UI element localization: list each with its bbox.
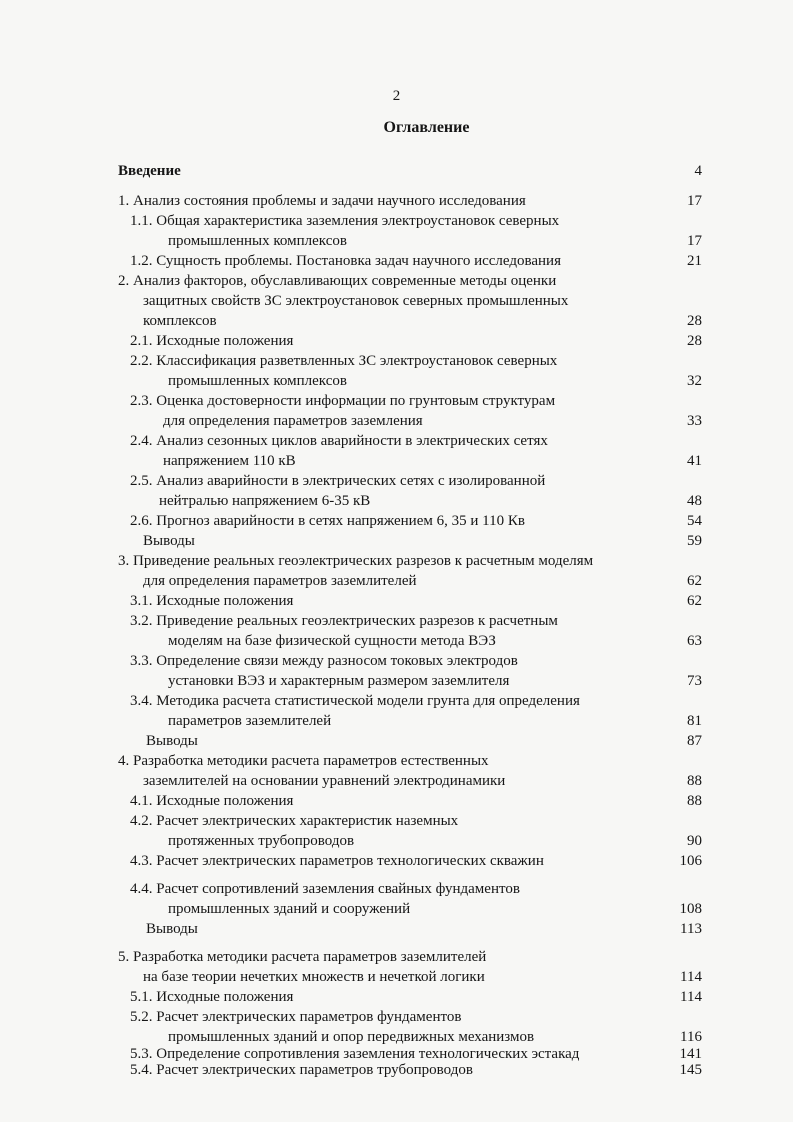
toc-page-number: 113 — [680, 921, 702, 937]
toc-entry[interactable]: 4. Разработка методики расчета параметров естественных — [118, 753, 489, 769]
toc-entry[interactable]: промышленных зданий и опор передвижных механизмов — [168, 1029, 535, 1045]
toc-page-number: 33 — [687, 413, 702, 429]
toc-entry[interactable]: 2.1. Исходные положения — [130, 333, 294, 349]
toc-entry[interactable]: 3.2. Приведение реальных геоэлектрических разрезов к расчетным — [130, 613, 558, 629]
toc-page-number: 21 — [687, 253, 702, 269]
toc-entry[interactable]: установки ВЭЗ и характерным размером заземлителя — [168, 673, 510, 689]
toc-entry[interactable]: 3. Приведение реальных геоэлектрических разрезов к расчетным моделям — [118, 553, 594, 569]
toc-page-number: 48 — [687, 493, 702, 509]
toc-page-number: 59 — [687, 533, 702, 549]
toc-entry[interactable]: Выводы — [146, 733, 198, 749]
toc-page-number: 73 — [687, 673, 702, 689]
toc-entry[interactable]: 5.3. Определение сопротивления заземления технологических эстакад — [130, 1046, 580, 1062]
toc-title: Оглавление — [383, 119, 470, 136]
toc-entry[interactable]: 1. Анализ состояния проблемы и задачи научного исследования — [118, 193, 526, 209]
toc-entry[interactable]: для определения параметров заземления — [163, 413, 423, 429]
toc-page-number: 87 — [687, 733, 702, 749]
toc-page-number: 116 — [680, 1029, 702, 1045]
toc-page-number: 28 — [687, 333, 702, 349]
toc-entry[interactable]: 4.4. Расчет сопротивлений заземления свайных фундаментов — [130, 881, 520, 897]
page-number: 2 — [392, 88, 401, 104]
toc-entry[interactable]: 2.6. Прогноз аварийности в сетях напряжением 6, 35 и 110 Кв — [130, 513, 525, 529]
toc-page-number: 145 — [679, 1062, 702, 1078]
toc-page-number: 4 — [694, 163, 702, 179]
toc-entry[interactable]: 3.4. Методика расчета статистической модели грунта для определения — [130, 693, 580, 709]
toc-entry[interactable]: протяженных трубопроводов — [168, 833, 355, 849]
toc-page-number: 62 — [687, 573, 702, 589]
toc-page-number: 28 — [687, 313, 702, 329]
toc-entry[interactable]: моделям на базе физической сущности метода ВЭЗ — [168, 633, 496, 649]
toc-entry[interactable]: Выводы — [146, 921, 198, 937]
toc-entry[interactable]: 3.3. Определение связи между разносом токовых электродов — [130, 653, 518, 669]
toc-page-number: 106 — [679, 853, 702, 869]
toc-page-number: 54 — [687, 513, 702, 529]
toc-entry[interactable]: 5. Разработка методики расчета параметров заземлителей — [118, 949, 487, 965]
toc-entry[interactable]: заземлителей на основании уравнений электродинамики — [143, 773, 506, 789]
toc-entry[interactable]: для определения параметров заземлителей — [143, 573, 417, 589]
toc-entry[interactable]: 5.1. Исходные положения — [130, 989, 294, 1005]
toc-entry[interactable]: промышленных комплексов — [168, 233, 347, 249]
toc-page-number: 90 — [687, 833, 702, 849]
toc-page-number: 114 — [680, 989, 702, 1005]
toc-page-number: 62 — [687, 593, 702, 609]
toc-entry[interactable]: параметров заземлителей — [168, 713, 332, 729]
toc-entry[interactable]: комплексов — [143, 313, 217, 329]
toc-entry[interactable]: 2.5. Анализ аварийности в электрических сетях с изолированной — [130, 473, 546, 489]
toc-entry[interactable]: на базе теории нечетких множеств и нечеткой логики — [143, 969, 485, 985]
toc-page-number: 41 — [687, 453, 702, 469]
toc-entry[interactable]: 5.4. Расчет электрических параметров трубопроводов — [130, 1062, 473, 1078]
toc-entry[interactable]: 4.3. Расчет электрических параметров технологических скважин — [130, 853, 544, 869]
toc-entry[interactable]: 1.1. Общая характеристика заземления электроустановок северных — [130, 213, 560, 229]
toc-page-number: 88 — [687, 793, 702, 809]
toc-page-number: 81 — [687, 713, 702, 729]
toc-entry[interactable]: 2.2. Классификация разветвленных ЗС электроустановок северных — [130, 353, 558, 369]
toc-entry[interactable]: 4.1. Исходные положения — [130, 793, 294, 809]
toc-entry[interactable]: 4.2. Расчет электрических характеристик наземных — [130, 813, 459, 829]
toc-entry[interactable]: 2.3. Оценка достоверности информации по грунтовым структурам — [130, 393, 556, 409]
toc-entry[interactable]: промышленных зданий и сооружений — [168, 901, 411, 917]
toc-page-number: 141 — [679, 1046, 702, 1062]
toc-page-number: 114 — [680, 969, 702, 985]
toc-page-number: 32 — [687, 373, 702, 389]
toc-page-number: 17 — [687, 233, 702, 249]
toc-entry[interactable]: 3.1. Исходные положения — [130, 593, 294, 609]
toc-entry[interactable]: нейтралью напряжением 6-35 кВ — [159, 493, 371, 509]
toc-entry[interactable]: защитных свойств ЗС электроустановок северных промышленных — [143, 293, 569, 309]
toc-entry[interactable]: Выводы — [143, 533, 195, 549]
toc-page-number: 17 — [687, 193, 702, 209]
toc-entry[interactable]: 2. Анализ факторов, обуславливающих современные методы оценки — [118, 273, 557, 289]
toc-page-number: 63 — [687, 633, 702, 649]
toc-entry[interactable]: промышленных комплексов — [168, 373, 347, 389]
toc-entry[interactable]: Введение — [118, 163, 181, 179]
toc-entry[interactable]: 2.4. Анализ сезонных циклов аварийности в электрических сетях — [130, 433, 548, 449]
toc-entry[interactable]: 5.2. Расчет электрических параметров фундаментов — [130, 1009, 462, 1025]
toc-page-number: 108 — [679, 901, 702, 917]
toc-page-number: 88 — [687, 773, 702, 789]
toc-entry[interactable]: 1.2. Сущность проблемы. Постановка задач научного исследования — [130, 253, 561, 269]
toc-entry[interactable]: напряжением 110 кВ — [163, 453, 296, 469]
